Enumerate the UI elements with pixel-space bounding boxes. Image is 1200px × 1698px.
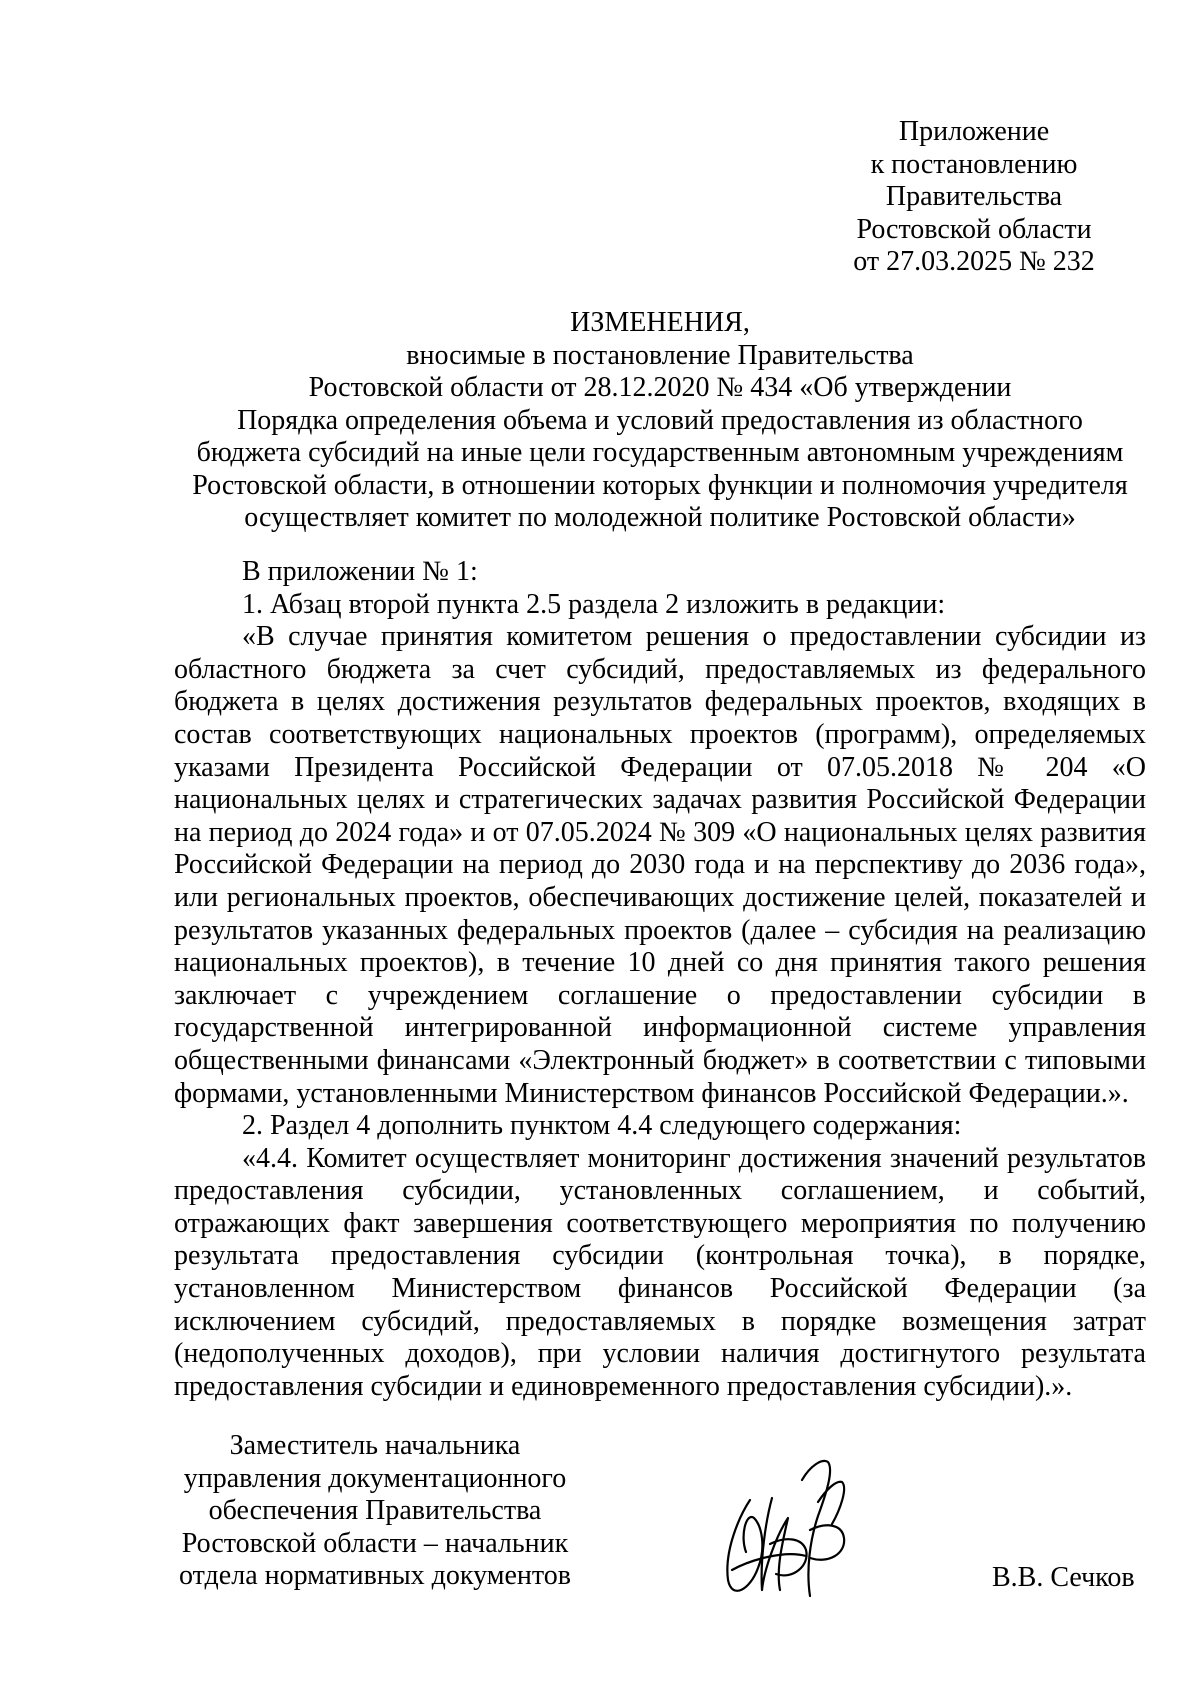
item-2-heading: 2. Раздел 4 дополнить пунктом 4.4 следующего содержания: xyxy=(242,1110,962,1142)
title-line: Ростовской области, в отношении которых функции и полномочия учредителя xyxy=(192,469,1128,501)
annex-header xyxy=(834,116,1114,279)
position-line: обеспечения Правительства xyxy=(208,1495,542,1526)
position-line: отдела нормативных документов xyxy=(179,1560,571,1591)
position-line: Ростовской области – начальник xyxy=(181,1527,569,1559)
annex-line: к постановлению xyxy=(870,148,1078,180)
annex-line: от 27.03.2025 № 232 xyxy=(853,246,1095,277)
signatory-position xyxy=(160,1430,590,1593)
title-line: осуществляет комитет по молодежной политике Ростовской области» xyxy=(244,502,1076,533)
position-line: Заместитель начальника xyxy=(229,1430,521,1461)
title-heading: ИЗМЕНЕНИЯ, xyxy=(570,307,750,338)
item-2-text: «4.4. Комитет осуществляет мониторинг достижения значений результатов предоставления субсидии, установленных соглашением, и событий, отражающих факт завершения соответствующего мероприятия по получению результата предоставления субсидии (контрольная точка), в порядке, установленном Министерством финансов Российской Федерации (за исключением субсидий, предоставляемых в порядке возмещения затрат (недополученных доходов), при условии наличия достигнутого результата предоставления субсидии и единовременного предоставления субсидии).». xyxy=(174,1142,1146,1402)
annex-line: Правительства xyxy=(885,181,1063,212)
title-line: Порядка определения объема и условий предоставления из областного xyxy=(237,404,1083,436)
document-title xyxy=(160,307,1160,535)
signer-name: В.В. Сечков xyxy=(992,1562,1135,1593)
document-body xyxy=(174,556,1146,1403)
title-line: Ростовской области от 28.12.2020 № 434 «Об утверждении xyxy=(308,372,1012,403)
title-line: бюджета субсидий на иные цели государственным автономным учреждениям xyxy=(196,437,1124,468)
annex-line: Ростовской области xyxy=(856,213,1092,245)
position-line: управления документационного xyxy=(183,1462,567,1494)
item-1-text: «В случае принятия комитетом решения о предоставлении субсидии из областного бюджета за счет субсидий, предоставляемых из федерального бюджета в целях достижения результатов федеральных проектов, входящих в состав соответствующих национальных проектов (программ), определяемых указами Президента Российской Федерации от 07.05.2018 № 204 «О национальных целях и стратегических задачах развития Российской Федерации на период до 2024 года» и от 07.05.2024 № 309 «О национальных целях развития Российской Федерации на период до 2030 года и на перспективу до 2036 года», или региональных проектов, обеспечивающих достижение целей, показателей и результатов указанных федеральных проектов (далее – субсидия на реализацию национальных проектов), в течение 10 дней со дня принятия такого решения заключает с учреждением соглашение о предоставлении субсидии в государственной интегрированной информационной системе управления общественными финансами «Электронный бюджет» в соответствии с типовыми формами, установленными Министерством финансов Российской Федерации.». xyxy=(174,621,1146,1109)
item-1-heading: 1. Абзац второй пункта 2.5 раздела 2 изложить в редакции: xyxy=(242,588,946,620)
body-intro: В приложении № 1: xyxy=(242,556,478,587)
title-line: вносимые в постановление Правительства xyxy=(406,339,914,371)
handwritten-signature xyxy=(710,1440,870,1605)
annex-line: Приложение xyxy=(898,116,1050,147)
